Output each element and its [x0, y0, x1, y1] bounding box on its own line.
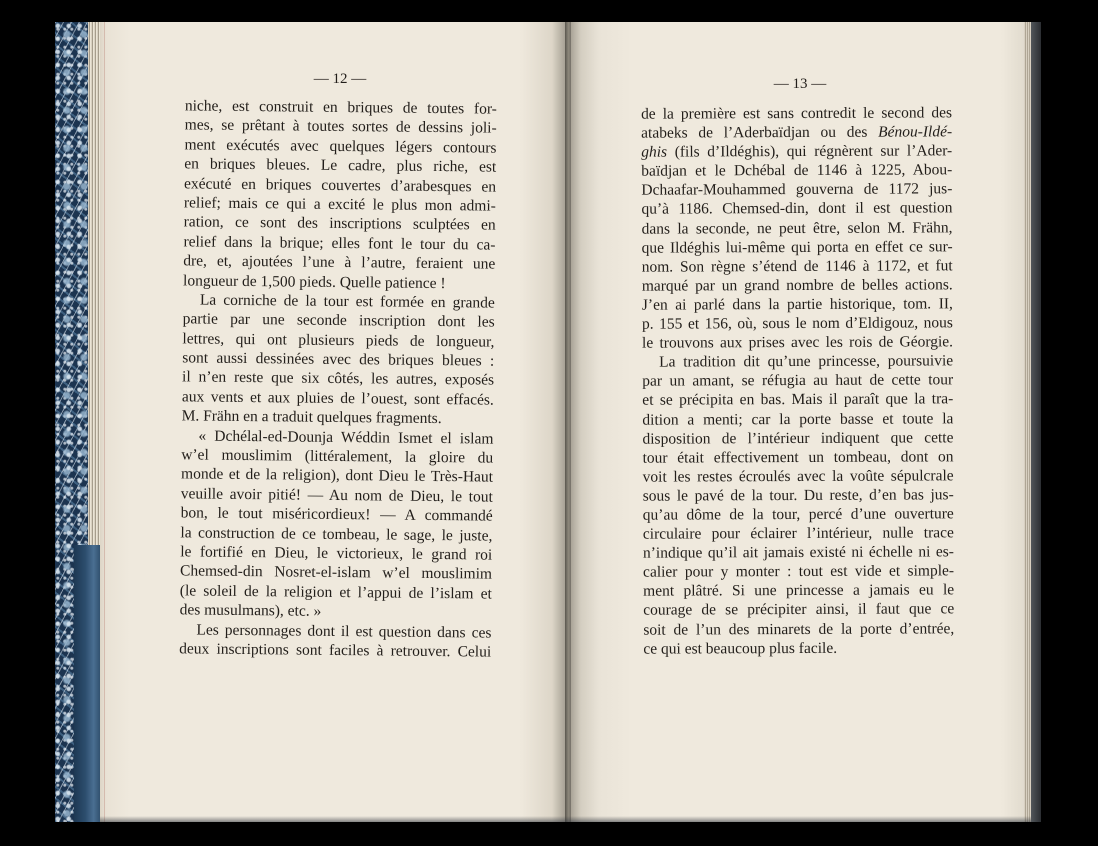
text-segment: atabeks de l’Aderbaïdjan ou des: [641, 123, 879, 142]
text-line: tour était effectivement un tombeau, dont on: [642, 447, 954, 466]
text-line: Les personnages dont il est question dans ces: [196, 621, 492, 642]
text-line: exécuté en briques couvertes d’arabesques en: [184, 174, 497, 196]
text-line: w’el mouslimim (littéralement, la gloire du: [181, 446, 494, 467]
text-line: J’en ai parlé dans la partie historique, tom. II,: [641, 294, 953, 314]
text-line: en briques bleues. Le cadre, plus riche, est: [184, 155, 497, 176]
right-page: [571, 22, 1031, 822]
text-line: lettres, qui ont plusieurs pieds de longueur,: [182, 330, 495, 351]
text-line: Dchaafar-Mouhammed gouverna de 1172 jus-: [641, 180, 953, 199]
page-body-text: [641, 103, 954, 658]
text-line: le fortifié en Dieu, le victorieux, le grand roi: [180, 543, 493, 564]
italic-segment: Bénou-Ildé-: [878, 122, 953, 141]
text-line: des musulmans), etc. »: [179, 601, 322, 620]
text-line: p. 155 et 156, où, sous le nom d’Eldigouz, nous: [641, 313, 953, 333]
text-line: « Dchélal-ed-Dounja Wéddin Ismet el islam: [198, 427, 494, 448]
page-body-text: [179, 96, 497, 662]
text-line: et se précipita en bas. Mais il paraît que la tra-: [642, 390, 954, 409]
text-line: il n’en reste que six côtés, les autres, exposés: [181, 368, 495, 390]
text-line: relief dans la brique; elles font le tour du ca-: [183, 233, 496, 254]
text-line: que Ildéghis lui-même qui porta en effet ce sur-: [641, 237, 953, 256]
text-line: de la première est sans contredit le second des: [641, 103, 953, 123]
text-line: n’indique qu’il ait jamais existé ni échelle ni es-: [642, 542, 954, 562]
text-line: relief; mais ce qui a excité le plus mon admi-: [183, 194, 496, 215]
text-line: Chemsed-din Nosret-el-islam w’el mouslimim: [179, 562, 493, 583]
page-stack-edge-right: [1024, 22, 1031, 822]
text-line: partie par une seconde inscription dont les: [182, 310, 495, 331]
text-line: ce qui est beaucoup plus facile.: [643, 638, 838, 657]
text-line: par un amant, se réfugia au haut de cette tour: [642, 371, 954, 390]
text-segment: (fils d’Ildéghis), qui régnèrent sur l’Ader-: [667, 142, 953, 161]
text-line: le trouvons aux prises avec les rois de Géorgie.: [642, 332, 954, 352]
text-line: ration, ce sont des inscriptions sculptées en: [183, 213, 496, 234]
text-line: courage de se précipiter ainsi, il faut que ce: [643, 600, 955, 619]
text-line: qu’à 1186. Chemsed-din, dont il est question: [641, 199, 953, 218]
text-line: La corniche de la tour est formée en grande: [199, 291, 495, 312]
left-page: [100, 22, 566, 822]
text-line: baïdjan et le Dchébal de 1146 à 1225, Abou-: [641, 161, 953, 180]
page-number: — 12 —: [313, 71, 367, 87]
cover-edge-bottom: [100, 816, 1031, 822]
text-line: [641, 141, 952, 161]
text-line: veuille avoir pitié! — Au nom de Dieu, le tout: [180, 485, 493, 506]
text-line: sont aussi dessinées avec des briques bleues :: [182, 349, 495, 370]
text-line: ment plâtré. Si une princesse a jamais eu le: [643, 581, 955, 600]
text-line: (le soleil de la religion et l’appui de l’islam et: [179, 582, 492, 603]
text-line: [641, 122, 952, 142]
text-line: voit les restes écroulés avec la voûte sépulcrale: [642, 466, 954, 485]
text-line: la construction de ce tombeau, le sage, le juste,: [180, 523, 493, 545]
text-line: calier pour y monter : tout est vide et simple-: [643, 562, 955, 581]
text-line: dans la seconde, ne peut être, selon M. Frähn,: [641, 218, 953, 237]
text-line: M. Frähn en a traduit quelques fragments.: [181, 407, 442, 428]
italic-segment: ghis: [641, 143, 668, 161]
text-line: circulaire pour éclairer l’intérieur, nulle trace: [642, 523, 954, 543]
text-line: longueur de 1,500 pieds. Quelle patience !: [182, 271, 446, 292]
text-line: disposition de l’intérieur indiquent que cette: [642, 428, 954, 447]
text-line: niche, est construit en briques de toutes for-: [184, 97, 497, 118]
text-line: ment exécutés avec quelques légers contours: [184, 136, 497, 157]
text-line: nom. Son règne s’étend de 1146 à 1172, et fut: [641, 256, 953, 275]
text-line: qu’au dôme de la tour, percé d’une ouverture: [642, 504, 954, 524]
text-line: dre, et, ajoutées l’une à l’autre, feraient une: [183, 252, 496, 273]
text-line: bon, le tout miséricordieux! — A commandé: [180, 504, 493, 525]
page-number: — 13 —: [773, 76, 827, 92]
text-line: marqué par un grand nombre de belles actions.: [641, 275, 953, 295]
text-line: monde et de la religion), dont Dieu le Très-Haut: [180, 465, 494, 487]
text-line: aux vents et aux pluies de l’ouest, sont effacés.: [181, 388, 494, 409]
text-line: dition a menti; car la porte basse et toute la: [642, 409, 954, 428]
text-line: deux inscriptions sont faciles à retrouver. Celui: [179, 640, 492, 661]
text-line: soit de l’un des minarets de la porte d’entrée,: [643, 619, 955, 638]
spine-cloth: [74, 545, 102, 822]
text-line: mes, se prêtant à toutes sortes de dessins joli-: [184, 116, 497, 138]
text-line: La tradition dit qu’une princesse, poursuivie: [659, 352, 954, 371]
cover-edge-right: [1031, 22, 1041, 822]
text-line: sous le pavé de la tour. Du reste, d’en bas jus-: [642, 485, 954, 505]
